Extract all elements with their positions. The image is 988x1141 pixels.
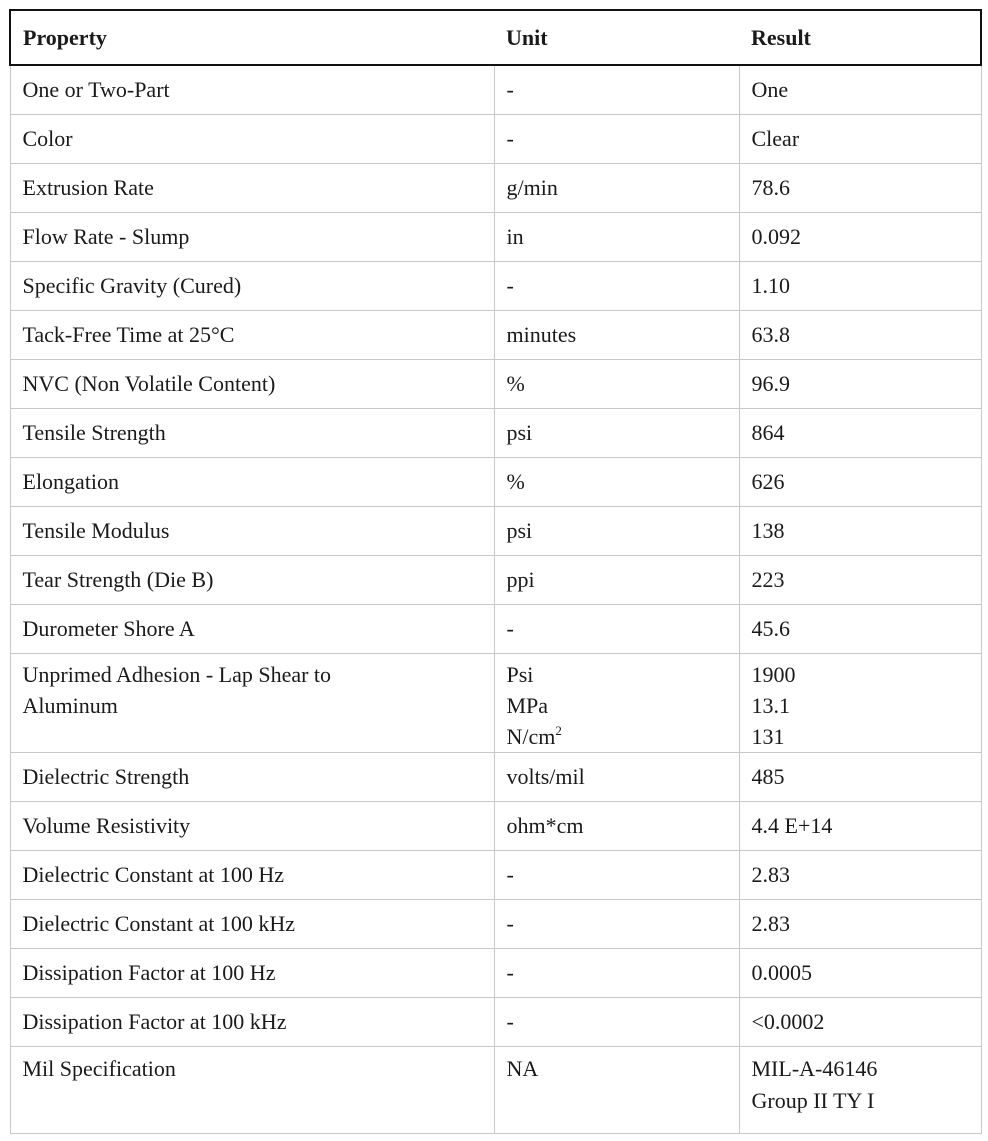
unit-cell: in — [494, 213, 739, 262]
table-row — [10, 409, 981, 458]
unit-cell: - — [494, 998, 739, 1047]
table-row — [10, 262, 981, 311]
unit-cell: - — [494, 65, 739, 115]
property-cell: Color — [10, 115, 494, 164]
table-row — [10, 213, 981, 262]
unit-line: Psi — [506, 662, 534, 687]
result-cell — [739, 654, 981, 753]
result-cell: 4.4 E+14 — [739, 802, 981, 851]
table-row — [10, 360, 981, 409]
result-line: 131 — [751, 724, 785, 749]
unit-cell: % — [494, 458, 739, 507]
unit-cell: - — [494, 949, 739, 998]
unit-cell: % — [494, 360, 739, 409]
result-cell: 0.092 — [739, 213, 981, 262]
unit-base: N/cm — [506, 724, 556, 749]
property-cell: Elongation — [10, 458, 494, 507]
properties-sheet — [9, 9, 980, 1134]
unit-cell: NA — [494, 1047, 739, 1134]
unit-cell: - — [494, 900, 739, 949]
table-row — [10, 998, 981, 1047]
property-cell: Flow Rate - Slump — [10, 213, 494, 262]
unit-cell: - — [494, 605, 739, 654]
result-cell — [739, 1047, 981, 1134]
mil-spec-row — [10, 1047, 981, 1134]
unit-cell: - — [494, 115, 739, 164]
table-header — [10, 10, 981, 65]
result-cell: 864 — [739, 409, 981, 458]
property-cell: Tear Strength (Die B) — [10, 556, 494, 605]
property-cell: Tensile Strength — [10, 409, 494, 458]
unit-line — [507, 721, 727, 752]
result-cell: 1.10 — [739, 262, 981, 311]
result-line: MIL-A-46146 — [751, 1056, 878, 1081]
property-line: Aluminum — [22, 693, 118, 718]
result-cell: 138 — [739, 507, 981, 556]
result-cell: Clear — [739, 115, 981, 164]
table-row — [10, 851, 981, 900]
unit-line: MPa — [506, 693, 549, 718]
result-cell: 2.83 — [739, 900, 981, 949]
properties-table — [9, 9, 982, 1134]
table-row — [10, 802, 981, 851]
property-cell: Volume Resistivity — [10, 802, 494, 851]
result-cell: 45.6 — [739, 605, 981, 654]
unit-cell: - — [494, 851, 739, 900]
property-cell: NVC (Non Volatile Content) — [10, 360, 494, 409]
table-row — [10, 311, 981, 360]
unit-cell: - — [494, 262, 739, 311]
property-cell: Durometer Shore A — [10, 605, 494, 654]
property-line: Unprimed Adhesion - Lap Shear to — [22, 662, 332, 687]
unit-cell: ppi — [494, 556, 739, 605]
adhesion-row — [10, 654, 981, 753]
header-row — [10, 10, 981, 65]
property-cell: Tack-Free Time at 25°C — [10, 311, 494, 360]
result-cell: 96.9 — [739, 360, 981, 409]
result-cell: 2.83 — [739, 851, 981, 900]
table-row — [10, 949, 981, 998]
table-row — [10, 458, 981, 507]
result-column-header: Result — [739, 10, 981, 65]
result-cell: One — [739, 65, 981, 115]
result-cell: 223 — [739, 556, 981, 605]
table-row — [10, 605, 981, 654]
result-cell: 0.0005 — [739, 949, 981, 998]
property-cell: One or Two-Part — [10, 65, 494, 115]
unit-superscript: 2 — [555, 722, 562, 738]
table-row — [10, 900, 981, 949]
property-cell — [10, 654, 494, 753]
property-cell: Dissipation Factor at 100 Hz — [10, 949, 494, 998]
table-body — [10, 65, 981, 1134]
result-cell: 63.8 — [739, 311, 981, 360]
property-cell: Dielectric Constant at 100 kHz — [10, 900, 494, 949]
property-cell: Dielectric Constant at 100 Hz — [10, 851, 494, 900]
result-cell: <0.0002 — [739, 998, 981, 1047]
table-row — [10, 507, 981, 556]
property-cell: Dissipation Factor at 100 kHz — [10, 998, 494, 1047]
table-row — [10, 164, 981, 213]
table-row — [10, 753, 981, 802]
result-cell: 485 — [739, 753, 981, 802]
property-cell: Extrusion Rate — [10, 164, 494, 213]
table-row — [10, 115, 981, 164]
result-cell: 78.6 — [739, 164, 981, 213]
unit-cell: minutes — [494, 311, 739, 360]
result-line: Group II TY I — [751, 1088, 875, 1113]
property-cell: Tensile Modulus — [10, 507, 494, 556]
result-cell: 626 — [739, 458, 981, 507]
unit-cell: g/min — [494, 164, 739, 213]
property-cell: Specific Gravity (Cured) — [10, 262, 494, 311]
unit-cell: psi — [494, 409, 739, 458]
table-row — [10, 556, 981, 605]
property-column-header: Property — [10, 10, 494, 65]
unit-cell — [494, 654, 739, 753]
property-cell: Mil Specification — [10, 1047, 494, 1134]
unit-cell: volts/mil — [494, 753, 739, 802]
property-cell: Dielectric Strength — [10, 753, 494, 802]
unit-cell: psi — [494, 507, 739, 556]
result-line: 1900 — [751, 662, 796, 687]
result-line: 13.1 — [751, 693, 790, 718]
unit-column-header: Unit — [494, 10, 739, 65]
unit-cell: ohm*cm — [494, 802, 739, 851]
table-row — [10, 65, 981, 115]
